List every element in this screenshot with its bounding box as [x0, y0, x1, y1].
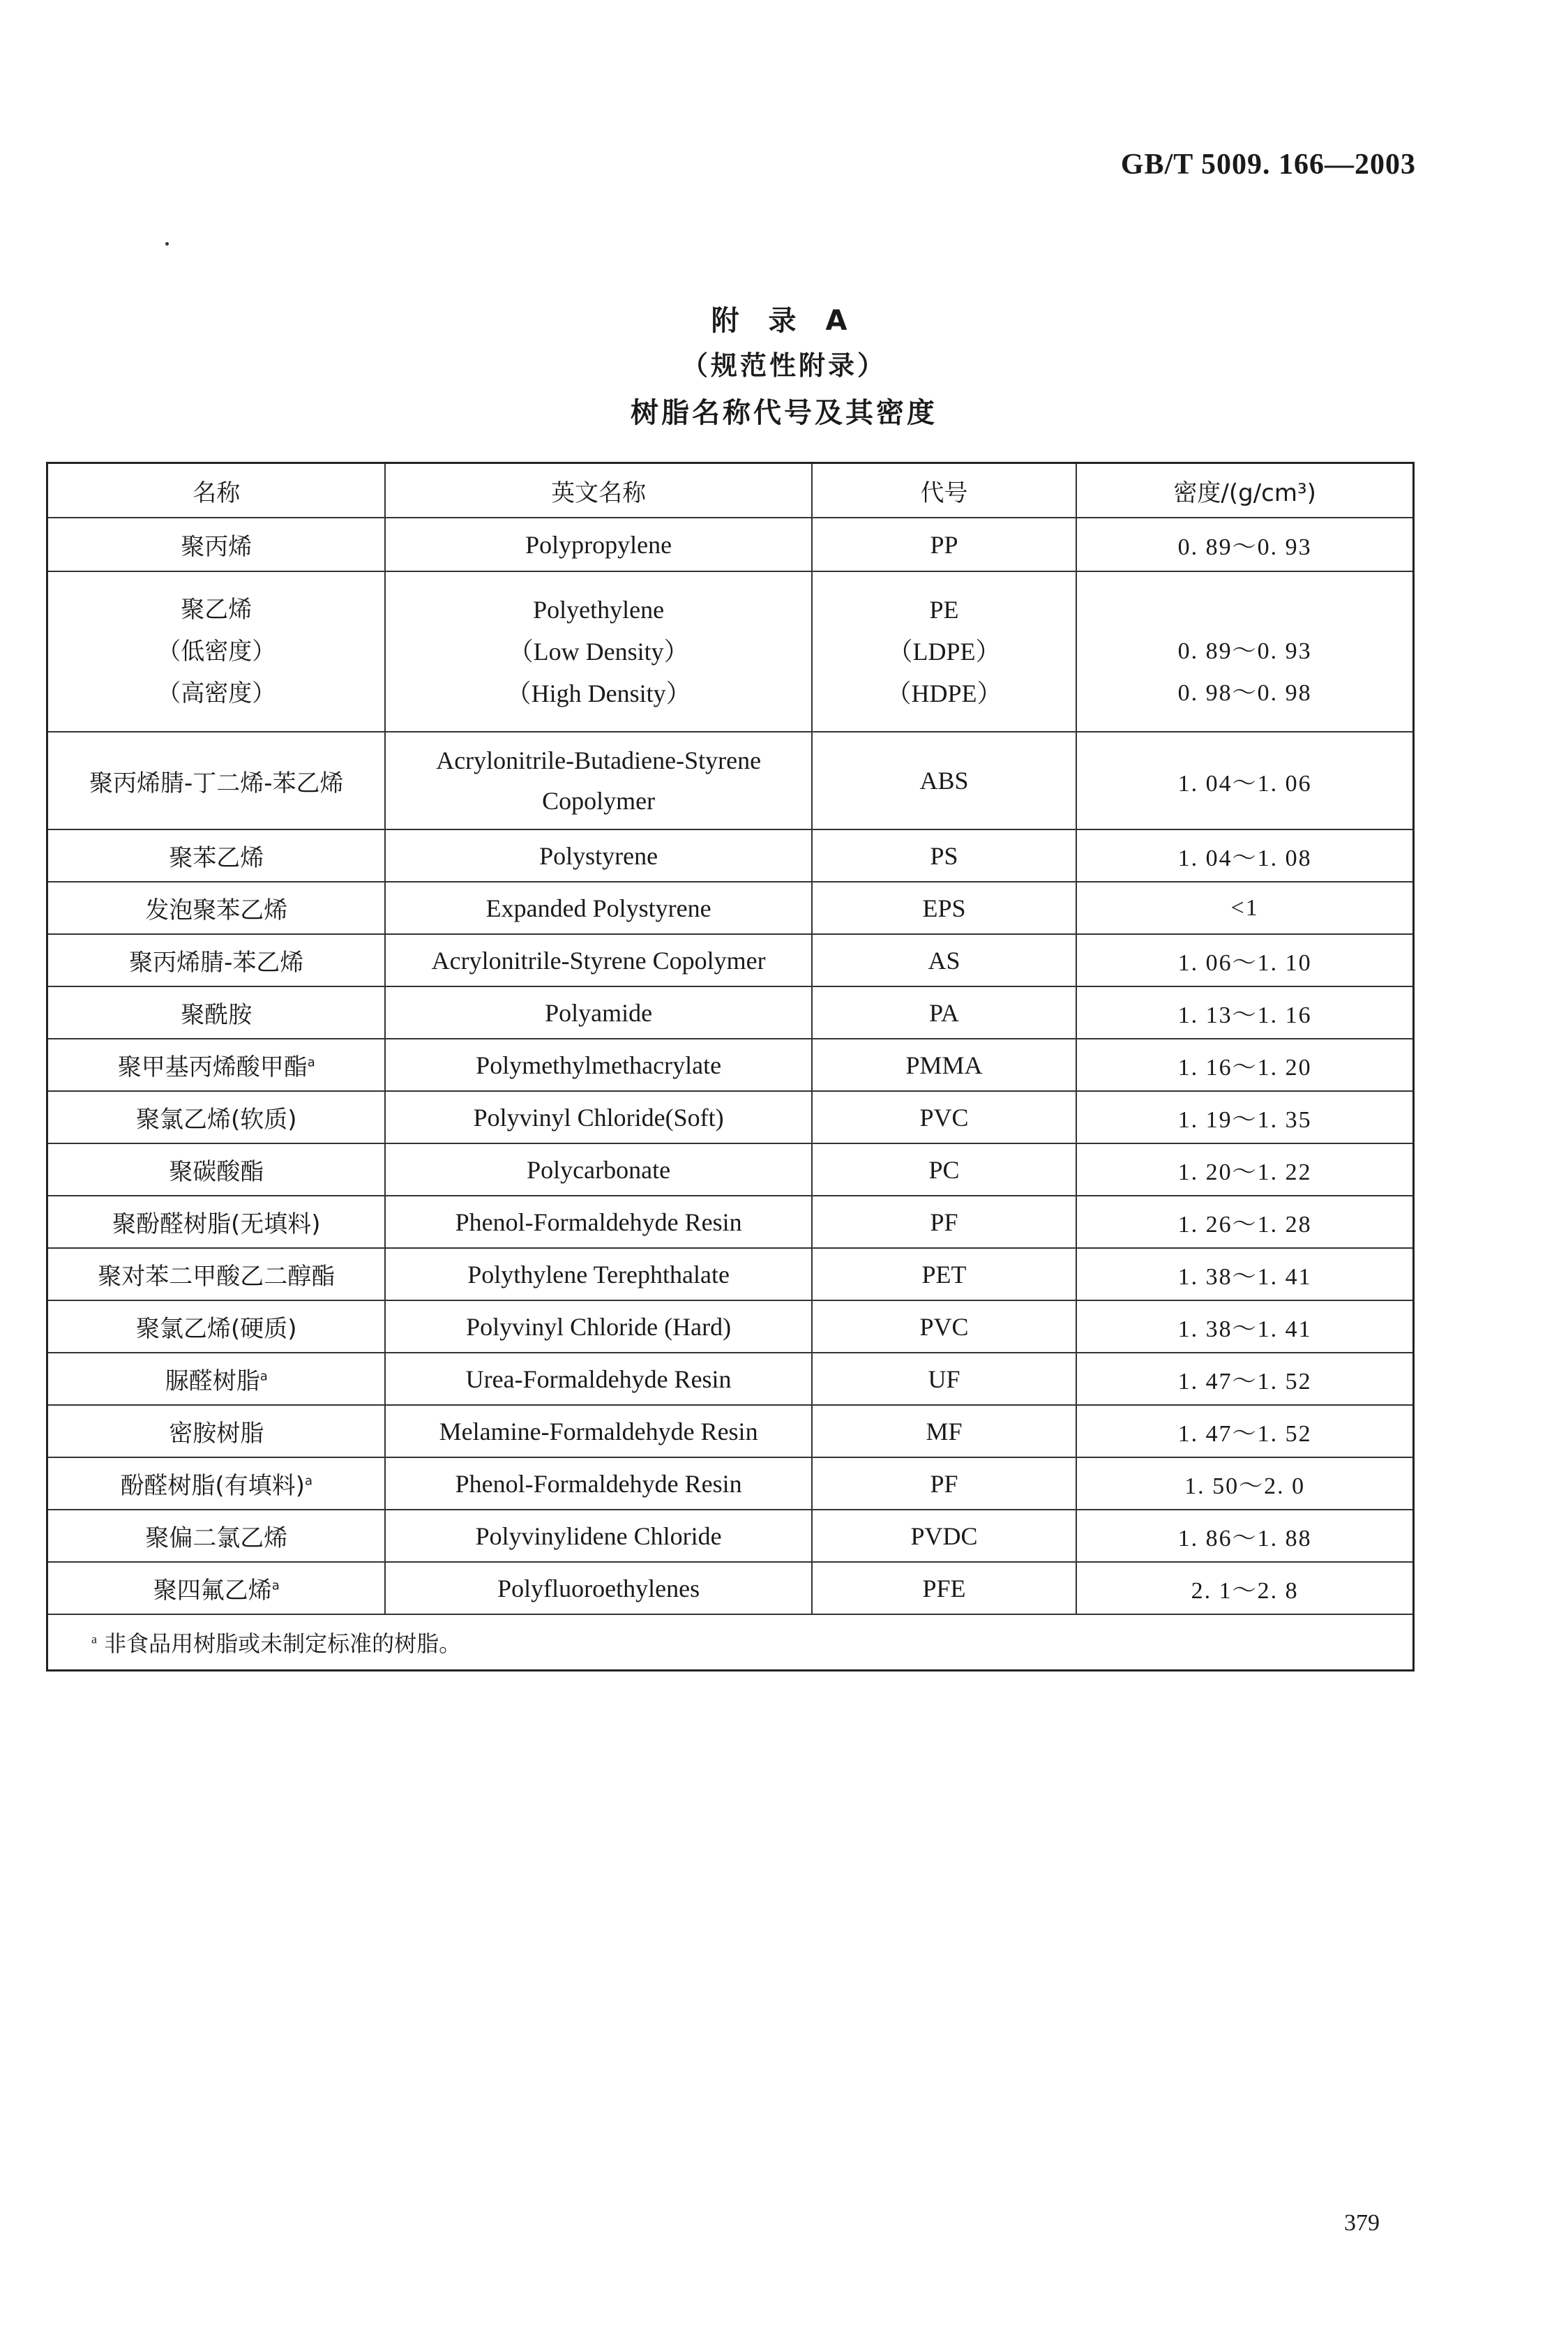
cell-code: PVC [812, 1091, 1076, 1143]
cn-name-text: 聚四氟乙烯 [153, 1577, 272, 1605]
cell-cn-name: 聚酚醛树脂(无填料) [47, 1196, 386, 1248]
cell-line: Polyethylene [533, 596, 665, 624]
footnote-mark: a [91, 1632, 97, 1646]
cell-cn-name [47, 571, 386, 732]
cell-code: AS [812, 934, 1076, 986]
cell-line: Copolymer [542, 787, 656, 815]
table-row [47, 1143, 1414, 1196]
cell-en-name: Phenol-Formaldehyde Resin [385, 1196, 811, 1248]
table-row [47, 1091, 1414, 1143]
cell-code: EPS [812, 882, 1076, 934]
cell-density: <1 [1076, 882, 1413, 934]
cell-density: 1. 50～2. 0 [1076, 1457, 1413, 1510]
cell-cn-name [47, 1039, 386, 1091]
header-density: 密度/(g/cm³) [1076, 463, 1413, 518]
cell-cn-name [47, 1457, 386, 1510]
cn-name-text: 聚甲基丙烯酸甲酯 [117, 1053, 308, 1081]
cell-code: PMMA [812, 1039, 1076, 1091]
page-number: 379 [1344, 2210, 1380, 2236]
cell-code: PET [812, 1248, 1076, 1300]
cell-line: PE [929, 596, 959, 624]
cell-density: 0. 89～0. 93 [1076, 518, 1413, 571]
cell-code: PP [812, 518, 1076, 571]
cell-density: 2. 1～2. 8 [1076, 1562, 1413, 1614]
footnote-mark: a [304, 1473, 312, 1489]
cell-line: （HDPE） [886, 679, 1002, 707]
cell-line: 0. 89～0. 93 [1177, 638, 1312, 664]
footnote-mark: a [259, 1369, 268, 1384]
table-row [47, 1353, 1414, 1405]
cell-code: PS [812, 829, 1076, 882]
header-cn-name: 名称 [47, 463, 386, 518]
footnote-text: 非食品用树脂或未制定标准的树脂。 [104, 1630, 462, 1657]
cell-code [812, 571, 1076, 732]
cell-cn-name: 聚碳酸酯 [47, 1143, 386, 1196]
cell-line: 聚乙烯 [181, 596, 252, 624]
cell-cn-name: 聚对苯二甲酸乙二醇酯 [47, 1248, 386, 1300]
cell-code: PC [812, 1143, 1076, 1196]
table-row [47, 882, 1414, 934]
cell-line: （Low Density） [508, 638, 689, 666]
table-row [47, 571, 1414, 732]
cell-density: 1. 26～1. 28 [1076, 1196, 1413, 1248]
table-row [47, 986, 1414, 1039]
cell-line: （低密度） [157, 638, 276, 666]
table-row [47, 1300, 1414, 1353]
cell-en-name: Polyamide [385, 986, 811, 1039]
table-header-row [47, 463, 1414, 518]
cell-en-name: Polypropylene [385, 518, 811, 571]
cell-cn-name [47, 1562, 386, 1614]
cell-en-name: Polymethylmethacrylate [385, 1039, 811, 1091]
cell-en-name: Polyvinylidene Chloride [385, 1510, 811, 1562]
cell-line: Acrylonitrile-Butadiene-Styrene [436, 746, 762, 774]
table-row [47, 1405, 1414, 1457]
cell-en-name: Polythylene Terephthalate [385, 1248, 811, 1300]
cell-density: 1. 20～1. 22 [1076, 1143, 1413, 1196]
cell-code: PVC [812, 1300, 1076, 1353]
cell-code: PVDC [812, 1510, 1076, 1562]
table-row [47, 1457, 1414, 1510]
header-code: 代号 [812, 463, 1076, 518]
table-row [47, 934, 1414, 986]
cell-code: PA [812, 986, 1076, 1039]
cell-en-name [385, 732, 811, 829]
cell-spacer [1077, 589, 1412, 631]
cell-density: 1. 16～1. 20 [1076, 1039, 1413, 1091]
cell-code: UF [812, 1353, 1076, 1405]
table-row [47, 1562, 1414, 1614]
cell-density: 1. 38～1. 41 [1076, 1248, 1413, 1300]
cell-code: PFE [812, 1562, 1076, 1614]
table-row [47, 1196, 1414, 1248]
cell-density: 1. 47～1. 52 [1076, 1405, 1413, 1457]
header-en-name: 英文名称 [385, 463, 811, 518]
cell-code: PF [812, 1196, 1076, 1248]
cell-en-name: Polyvinyl Chloride (Hard) [385, 1300, 811, 1353]
cell-en-name: Acrylonitrile-Styrene Copolymer [385, 934, 811, 986]
table-footnote [47, 1614, 1414, 1671]
cell-line: 0. 98～0. 98 [1177, 680, 1312, 706]
cell-line: （高密度） [157, 679, 276, 707]
cell-density: 1. 19～1. 35 [1076, 1091, 1413, 1143]
scan-speck [165, 242, 169, 246]
cell-density [1076, 571, 1413, 732]
cell-en-name: Polyfluoroethylenes [385, 1562, 811, 1614]
cell-density: 1. 47～1. 52 [1076, 1353, 1413, 1405]
table-caption: 树脂名称代号及其密度 [631, 397, 937, 429]
table-footnote-row [47, 1614, 1414, 1671]
cell-cn-name: 聚偏二氯乙烯 [47, 1510, 386, 1562]
cell-cn-name: 聚氯乙烯(硬质) [47, 1300, 386, 1353]
cell-density: 1. 86～1. 88 [1076, 1510, 1413, 1562]
cell-cn-name: 聚丙烯腈-丁二烯-苯乙烯 [47, 732, 386, 829]
appendix-title: 附 录 A [711, 305, 857, 337]
cell-cn-name: 聚丙烯 [47, 518, 386, 571]
resin-density-table [46, 462, 1415, 1671]
cell-cn-name: 聚氯乙烯(软质) [47, 1091, 386, 1143]
cell-en-name: Polyvinyl Chloride(Soft) [385, 1091, 811, 1143]
cell-density: 1. 06～1. 10 [1076, 934, 1413, 986]
table-row [47, 732, 1414, 829]
table-row [47, 1039, 1414, 1091]
cell-code: MF [812, 1405, 1076, 1457]
cell-density: 1. 13～1. 16 [1076, 986, 1413, 1039]
cell-en-name: Urea-Formaldehyde Resin [385, 1353, 811, 1405]
footnote-mark: a [307, 1055, 315, 1070]
cell-en-name: Expanded Polystyrene [385, 882, 811, 934]
cell-line: （LDPE） [887, 638, 1001, 666]
cn-name-text: 酚醛树脂(有填料) [120, 1472, 305, 1500]
cell-cn-name: 聚丙烯腈-苯乙烯 [47, 934, 386, 986]
cell-en-name [385, 571, 811, 732]
cell-density: 1. 38～1. 41 [1076, 1300, 1413, 1353]
cell-density: 1. 04～1. 08 [1076, 829, 1413, 882]
cell-en-name: Polystyrene [385, 829, 811, 882]
cell-cn-name: 聚酰胺 [47, 986, 386, 1039]
footnote-mark: a [271, 1578, 280, 1593]
cell-density: 1. 04～1. 06 [1076, 732, 1413, 829]
appendix-subtitle: （规范性附录） [681, 350, 887, 381]
cell-en-name: Melamine-Formaldehyde Resin [385, 1405, 811, 1457]
cell-cn-name: 聚苯乙烯 [47, 829, 386, 882]
cell-cn-name [47, 1353, 386, 1405]
cell-code: ABS [812, 732, 1076, 829]
cell-line: （High Density） [506, 679, 691, 707]
cell-en-name: Phenol-Formaldehyde Resin [385, 1457, 811, 1510]
cell-en-name: Polycarbonate [385, 1143, 811, 1196]
cell-cn-name: 密胺树脂 [47, 1405, 386, 1457]
table-row [47, 518, 1414, 571]
cell-code: PF [812, 1457, 1076, 1510]
table-row [47, 829, 1414, 882]
cn-name-text: 脲醛树脂 [165, 1367, 260, 1395]
table-row [47, 1248, 1414, 1300]
table-row [47, 1510, 1414, 1562]
cell-cn-name: 发泡聚苯乙烯 [47, 882, 386, 934]
standard-number: GB/T 5009. 166—2003 [1120, 149, 1416, 181]
